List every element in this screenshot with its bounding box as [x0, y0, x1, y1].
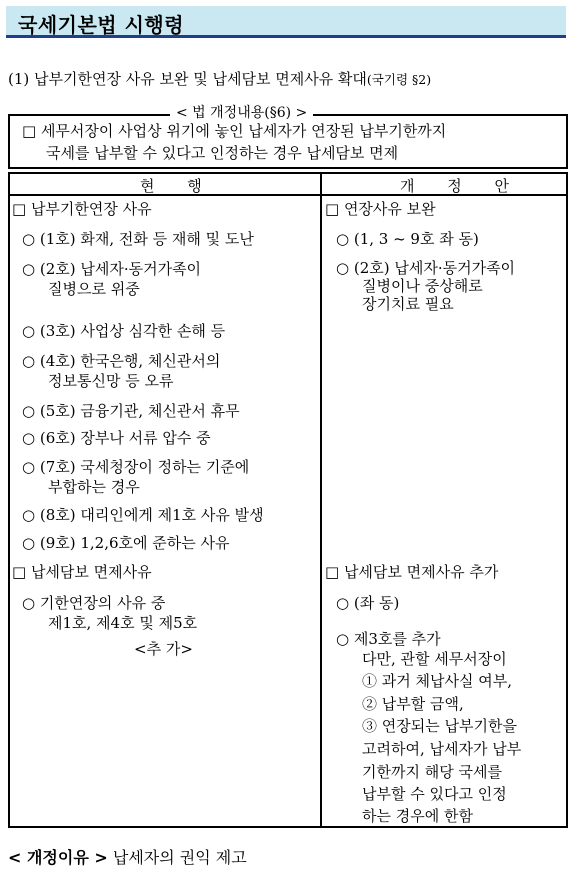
current-section2-item: ○ 기한연장의 사유 중 [22, 594, 166, 612]
revision-reason-label: < 개정이유 > [8, 848, 108, 867]
current-item: 부합하는 경우 [48, 478, 140, 496]
revised-item: 질병이나 중상해로 [362, 277, 483, 295]
col-header-revised: 개 정 안 [400, 177, 524, 195]
revised-section2-item: ○ (좌 동) [336, 594, 400, 612]
revised-section2-item: ③ 연장되는 납부기한을 [362, 717, 517, 735]
revised-section2-item: ① 과거 체납사실 여부, [362, 672, 512, 690]
current-item: ○ (8호) 대리인에게 제1호 사유 발생 [22, 506, 264, 524]
current-section2-item: <추 가> [134, 640, 193, 658]
current-item: ○ (1호) 화재, 전화 등 재해 및 도난 [22, 230, 254, 248]
page-title: 국세기본법 시행령 [18, 13, 185, 37]
revision-reason-text: 납세자의 권익 제고 [112, 848, 247, 867]
law-change-line: 국세를 납부할 수 있다고 인정하는 경우 납세담보 면제 [46, 144, 399, 162]
subtitle-text: (1) 납부기한연장 사유 보완 및 납세담보 면제사유 확대 [8, 70, 367, 88]
current-item: ○ (6호) 장부나 서류 압수 중 [22, 429, 211, 447]
current-item: ○ (3호) 사업상 심각한 손해 등 [22, 322, 226, 340]
subtitle-ref: (국기령 §2) [366, 72, 432, 87]
current-section2-item: 제1호, 제4호 및 제5호 [48, 614, 198, 632]
current-item: ○ (2호) 납세자·동거가족이 [22, 260, 202, 278]
revised-section2-item: 기한까지 해당 국세를 [362, 763, 502, 781]
law-change-line: □ 세무서장이 사업상 위기에 놓인 납세자가 연장된 납부기한까지 [22, 122, 447, 140]
current-section1-title: □ 납부기한연장 사유 [12, 200, 152, 218]
column-divider [320, 172, 322, 828]
col-header-current: 현 행 [140, 177, 216, 195]
revised-section1-title: □ 연장사유 보완 [325, 200, 436, 218]
revised-section2-item: 고려하여, 납세자가 납부 [362, 740, 522, 758]
revised-section2-item: ○ 제3호를 추가 [336, 630, 441, 648]
revised-item: ○ (1, 3 ~ 9호 좌 동) [336, 230, 479, 248]
page-header [6, 6, 566, 38]
revised-section2-item: 다만, 관할 세무서장이 [362, 650, 507, 668]
current-section2-title: □ 납세담보 면제사유 [12, 563, 152, 581]
revision-reason [8, 845, 247, 868]
current-item: ○ (9호) 1,2,6호에 준하는 사유 [22, 534, 230, 552]
section-subtitle [8, 68, 431, 89]
revised-section2-title: □ 납세담보 면제사유 추가 [325, 563, 499, 581]
current-item: ○ (7호) 국세청장이 정하는 기준에 [22, 458, 250, 476]
law-change-label: < 법 개정내용(§6) > [170, 102, 313, 122]
current-item: 질병으로 위중 [48, 280, 140, 298]
revised-section2-item: 납부할 수 있다고 인정 [362, 785, 507, 803]
revised-section2-item: ② 납부할 금액, [362, 695, 464, 713]
current-item: ○ (5호) 금융기관, 체신관서 휴무 [22, 402, 240, 420]
current-item: ○ (4호) 한국은행, 체신관서의 [22, 352, 221, 370]
revised-section2-item: 하는 경우에 한함 [362, 807, 473, 825]
current-item: 정보통신망 등 오류 [48, 372, 174, 390]
revised-item: 장기치료 필요 [362, 295, 454, 313]
revised-item: ○ (2호) 납세자·동거가족이 [336, 259, 516, 277]
